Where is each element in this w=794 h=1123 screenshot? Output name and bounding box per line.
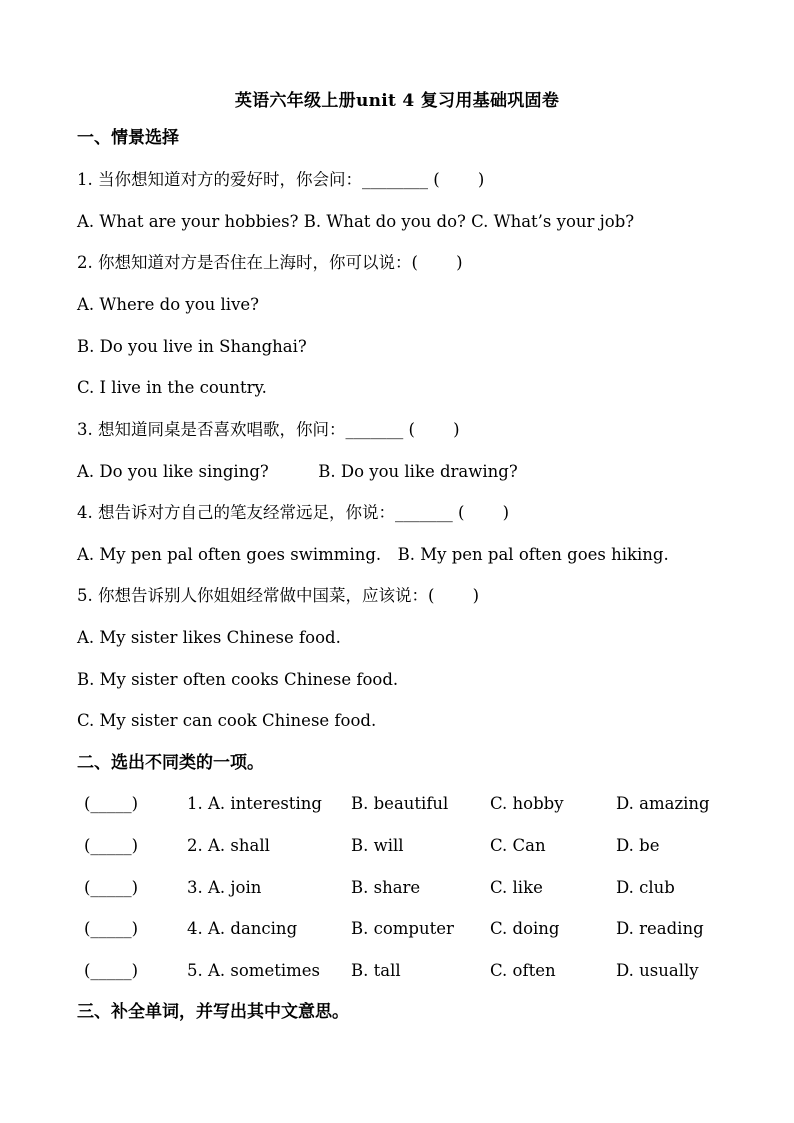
answer-blank[interactable]: (_____) <box>84 836 139 855</box>
option-b: B. tall <box>351 961 401 980</box>
option-d: D. amazing <box>616 794 710 813</box>
q2-option-c: C. I live in the country. <box>77 378 267 397</box>
answer-blank[interactable]: (_____) <box>84 794 139 813</box>
q5-option-b: B. My sister often cooks Chinese food. <box>77 670 399 689</box>
option-b: B. will <box>351 836 404 855</box>
answer-blank[interactable]: (_____) <box>84 878 139 897</box>
q2-option-a: A. Where do you live? <box>77 295 260 314</box>
option-a: 3. A. join <box>187 878 262 897</box>
odd-one-out-row <box>84 878 724 898</box>
section1-heading: 一、情景选择 <box>77 128 179 148</box>
option-d: D. be <box>616 836 660 855</box>
option-a: 2. A. shall <box>187 836 270 855</box>
q4-options: A. My pen pal often goes swimming. B. My pen pal often goes hiking. <box>77 545 669 564</box>
odd-one-out-row <box>84 961 724 981</box>
option-c: C. Can <box>490 836 546 855</box>
q1-stem: 1. 当你想知道对方的爱好时，你会问：________ ( ) <box>77 170 485 189</box>
option-a: 4. A. dancing <box>187 919 298 938</box>
odd-one-out-row <box>84 836 724 856</box>
option-d: D. club <box>616 878 675 897</box>
section2-heading: 二、选出不同类的一项。 <box>77 753 264 773</box>
q2-stem: 2. 你想知道对方是否住在上海时，你可以说：( ) <box>77 253 463 272</box>
section3-heading: 三、补全单词，并写出其中文意思。 <box>77 1002 349 1022</box>
option-c: C. doing <box>490 919 560 938</box>
q5-option-a: A. My sister likes Chinese food. <box>77 628 341 647</box>
option-c: C. often <box>490 961 556 980</box>
q1-options: A. What are your hobbies? B. What do you do? C. What’s your job? <box>77 212 635 231</box>
option-c: C. like <box>490 878 543 897</box>
option-b: B. beautiful <box>351 794 449 813</box>
option-b: B. computer <box>351 919 454 938</box>
option-b: B. share <box>351 878 421 897</box>
option-a: 5. A. sometimes <box>187 961 320 980</box>
odd-one-out-row <box>84 919 724 939</box>
page-title: 英语六年级上册unit 4 复习用基础巩固卷 <box>234 91 560 111</box>
odd-one-out-row <box>84 794 724 814</box>
q2-option-b: B. Do you live in Shanghai? <box>77 337 307 356</box>
option-c: C. hobby <box>490 794 564 813</box>
q3-options: A. Do you like singing? B. Do you like drawing? <box>77 462 518 481</box>
option-d: D. usually <box>616 961 699 980</box>
option-d: D. reading <box>616 919 704 938</box>
answer-blank[interactable]: (_____) <box>84 961 139 980</box>
q5-stem: 5. 你想告诉别人你姐姐经常做中国菜，应该说：( ) <box>77 586 480 605</box>
q4-stem: 4. 想告诉对方自己的笔友经常远足，你说：_______ ( ) <box>77 503 510 522</box>
q5-option-c: C. My sister can cook Chinese food. <box>77 711 377 730</box>
answer-blank[interactable]: (_____) <box>84 919 139 938</box>
option-a: 1. A. interesting <box>187 794 322 813</box>
q3-stem: 3. 想知道同桌是否喜欢唱歌，你问：_______ ( ) <box>77 420 460 439</box>
